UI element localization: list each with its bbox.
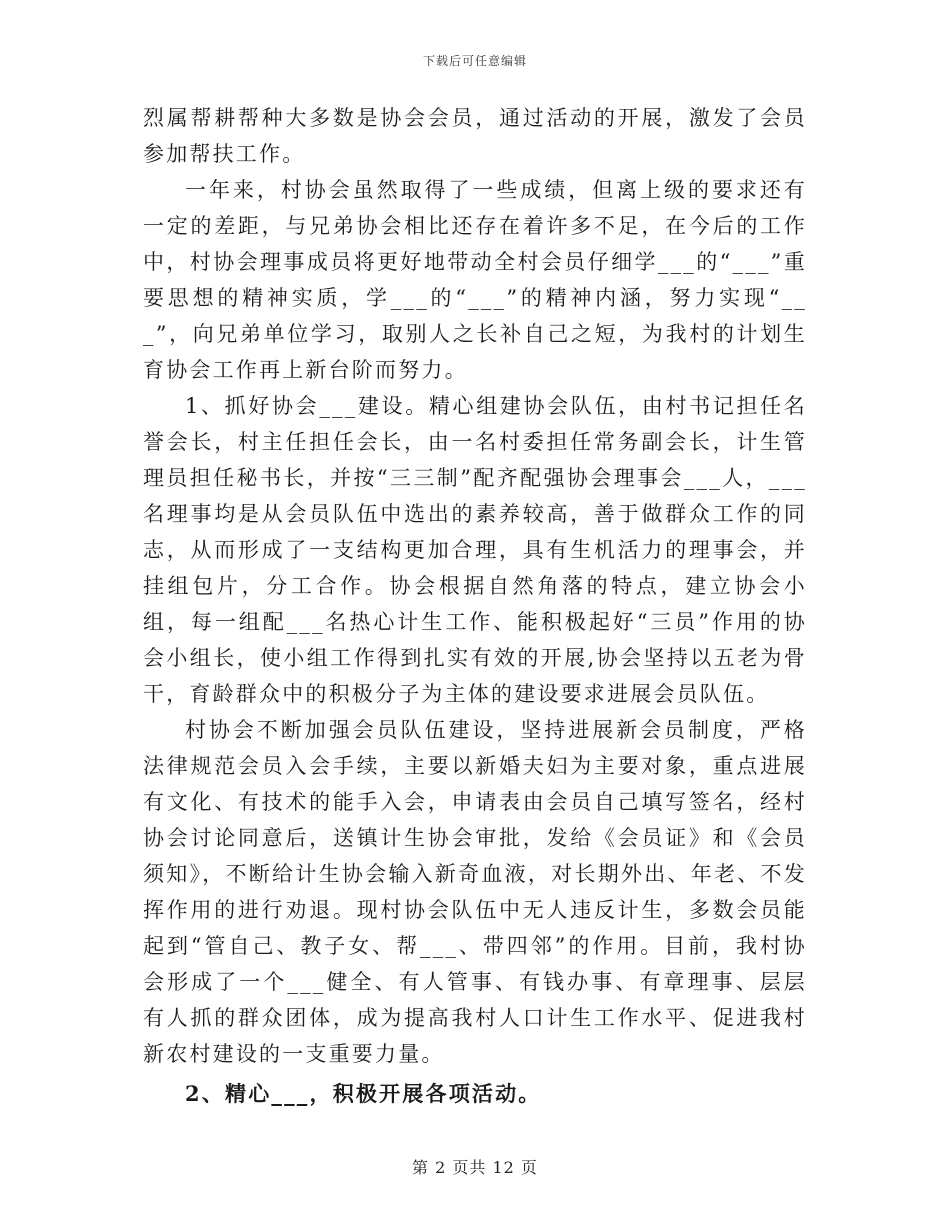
paragraph-section-1: 1、抓好协会___建设。精心组建协会队伍，由村书记担任名誉会长，村主任担任会长，由一名村委担任常务副会长，计生管理员担任秘书长，并按“三三制”配齐配强协会理事会___人，___名理事均是从会员队伍中选出的素养较高，善于做群众工作的同志，从而形成了一支结构更加合理，具有生机活力的理事会，并挂组包片，分工合作。协会根据自然角落的特点，建立协会小组，每一组配___名热心计生工作、能积极起好“三员”作用的协会小组长，使小组工作得到扎实有效的开展,协会坚持以五老为骨干，育龄群众中的积极分子为主体的建设要求进展会员队伍。 xyxy=(143,394,807,706)
paragraph-member-building: 村协会不断加强会员队伍建设，坚持进展新会员制度，严格法律规范会员入会手续，主要以新婚夫妇为主要对象，重点进展有文化、有技术的能手入会，申请表由会员自己填写签名，经村协会讨论同意后，送镇计生协会审批，发给《会员证》和《会员须知》，不断给计生协会输入新奇血液，对长期外出、年老、不发挥作用的进行劝退。现村协会队伍中无人违反计生，多数会员能起到“管自己、教子女、帮___、带四邻”的作用。目前，我村协会形成了一个___健全、有人管事、有钱办事、有章理事、层层有人抓的群众团体，成为提高我村人口计生工作水平、促进我村新农村建设的一支重要力量。 xyxy=(143,718,807,1066)
page-number: 第 2 页共 12 页 xyxy=(412,1158,538,1177)
paragraph-summary: 一年来，村协会虽然取得了一些成绩，但离上级的要求还有一定的差距，与兄弟协会相比还存在着许多不足，在今后的工作中，村协会理事成员将更好地带动全村会员仔细学___的“___”重要思想的精神实质，学___的“___”的精神内涵，努力实现“___”，向兄弟单位学习，取别人之长补自己之短，为我村的计划生育协会工作再上新台阶而努力。 xyxy=(143,178,807,382)
section-heading-2: 2、精心___，积极开展各项活动。 xyxy=(185,1081,542,1106)
page-header: 下载后可任意编辑 xyxy=(422,54,527,68)
document-body xyxy=(143,100,807,1112)
paragraph-continuation: 烈属帮耕帮种大多数是协会会员，通过活动的开展，激发了会员参加帮扶工作。 xyxy=(143,106,807,166)
